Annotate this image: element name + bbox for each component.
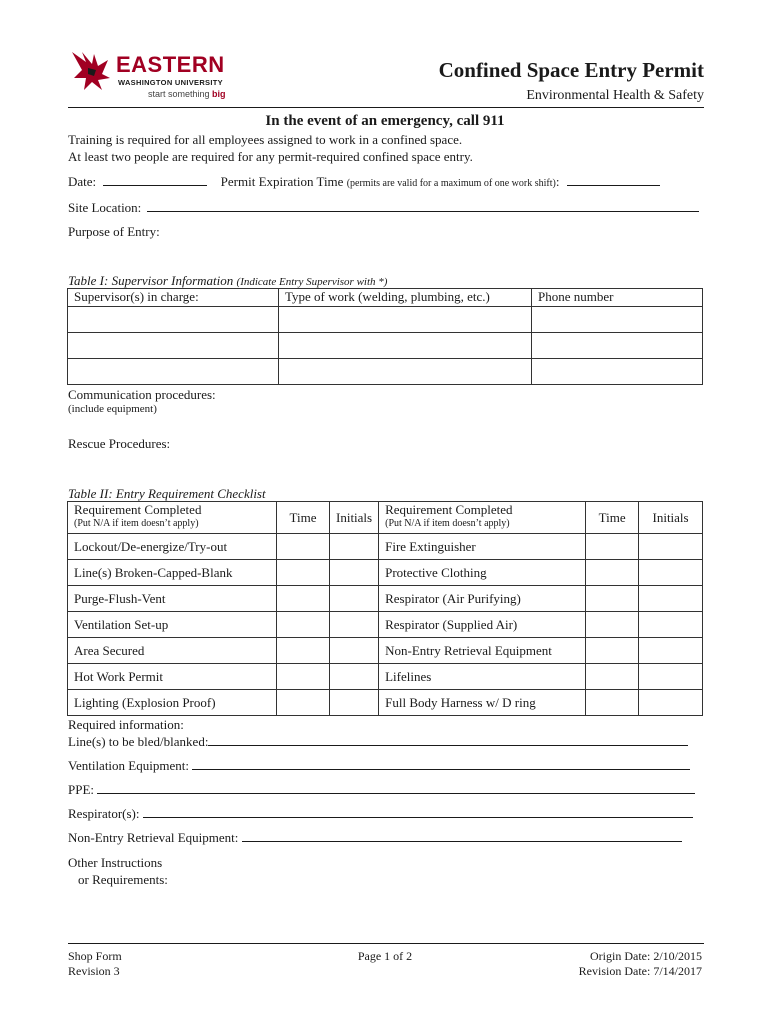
communication-note: (include equipment) xyxy=(68,403,157,415)
eastern-logo xyxy=(68,44,233,104)
footer-revision-date: Revision Date: 7/14/2017 xyxy=(578,964,702,978)
date-field[interactable] xyxy=(103,184,207,186)
time-header-left: Time xyxy=(277,502,330,534)
work-type-header: Type of work (welding, plumbing, etc.) xyxy=(279,289,532,307)
ppe-label: PPE: xyxy=(68,782,95,797)
table1-note: (Indicate Entry Supervisor with *) xyxy=(236,276,388,288)
table-row xyxy=(68,638,703,664)
right-item: Respirator (Supplied Air) xyxy=(379,612,586,638)
table-row xyxy=(68,534,703,560)
supervisor-header: Supervisor(s) in charge: xyxy=(68,289,279,307)
purpose-label: Purpose of Entry: xyxy=(68,224,160,239)
other-instructions-line-2: or Requirements: xyxy=(78,872,168,887)
supervisor-cell[interactable] xyxy=(68,333,279,359)
emergency-notice: In the event of an emergency, call 911 xyxy=(265,113,505,129)
initials-cell[interactable] xyxy=(639,638,703,664)
ventilation-row xyxy=(68,758,690,774)
table-row xyxy=(68,560,703,586)
header-rule xyxy=(68,107,704,108)
time-cell[interactable] xyxy=(586,560,639,586)
initials-cell[interactable] xyxy=(330,612,379,638)
time-cell[interactable] xyxy=(277,560,330,586)
left-item: Lockout/De-energize/Try-out xyxy=(68,534,277,560)
time-cell[interactable] xyxy=(586,586,639,612)
phone-cell[interactable] xyxy=(532,307,703,333)
left-item: Hot Work Permit xyxy=(68,664,277,690)
logo-name: EASTERN xyxy=(116,52,225,77)
footer-form: Shop Form xyxy=(68,949,122,963)
right-item: Protective Clothing xyxy=(379,560,586,586)
expiration-label: Permit Expiration Time xyxy=(220,174,344,189)
expiration-field[interactable] xyxy=(567,184,660,186)
right-item: Lifelines xyxy=(379,664,586,690)
table1-caption xyxy=(68,273,387,289)
table-row xyxy=(68,690,703,716)
logo-university: WASHINGTON UNIVERSITY xyxy=(118,78,223,87)
phone-cell[interactable] xyxy=(532,359,703,385)
ventilation-label: Ventilation Equipment: xyxy=(68,758,189,773)
left-item: Ventilation Set-up xyxy=(68,612,277,638)
time-cell[interactable] xyxy=(586,534,639,560)
initials-cell[interactable] xyxy=(330,690,379,716)
work-type-cell[interactable] xyxy=(279,307,532,333)
footer-page: Page 1 of 2 xyxy=(357,949,413,963)
communication-label: Communication procedures: xyxy=(68,387,216,402)
ppe-row xyxy=(68,782,695,798)
right-item: Fire Extinguisher xyxy=(379,534,586,560)
intro-line-1: Training is required for all employees assigned to work in a confined space. xyxy=(68,132,463,147)
req-header-left-title: Requirement Completed xyxy=(74,502,202,517)
time-cell[interactable] xyxy=(277,534,330,560)
right-item: Full Body Harness w/ D ring xyxy=(379,690,586,716)
work-type-cell[interactable] xyxy=(279,333,532,359)
req-header-right xyxy=(379,502,586,534)
time-cell[interactable] xyxy=(586,690,639,716)
site-row xyxy=(68,200,699,216)
supervisor-cell[interactable] xyxy=(68,307,279,333)
ventilation-field[interactable] xyxy=(192,768,690,770)
initials-header-left: Initials xyxy=(330,502,379,534)
retrieval-field[interactable] xyxy=(242,840,682,842)
left-item: Lighting (Explosion Proof) xyxy=(68,690,277,716)
respirators-label: Respirator(s): xyxy=(68,806,140,821)
tagline-bold: big xyxy=(212,89,226,99)
ppe-field[interactable] xyxy=(97,792,695,794)
table-row xyxy=(68,333,703,359)
lines-bled-label: Line(s) to be bled/blanked: xyxy=(68,734,209,749)
logo-tagline xyxy=(148,89,226,99)
time-cell[interactable] xyxy=(586,638,639,664)
initials-cell[interactable] xyxy=(330,560,379,586)
initials-cell[interactable] xyxy=(330,586,379,612)
left-item: Purge-Flush-Vent xyxy=(68,586,277,612)
work-type-cell[interactable] xyxy=(279,359,532,385)
phone-header: Phone number xyxy=(532,289,703,307)
department: Environmental Health & Safety xyxy=(526,88,704,103)
expiration-colon: : xyxy=(555,174,560,189)
right-item: Respirator (Air Purifying) xyxy=(379,586,586,612)
footer-rule xyxy=(68,943,704,944)
phone-cell[interactable] xyxy=(532,333,703,359)
table-row xyxy=(68,664,703,690)
retrieval-row xyxy=(68,830,682,846)
rescue-label: Rescue Procedures: xyxy=(68,436,171,451)
checklist-table xyxy=(67,501,703,716)
time-header-right: Time xyxy=(586,502,639,534)
respirators-row xyxy=(68,806,693,822)
req-header-left-note: (Put N/A if item doesn’t apply) xyxy=(74,518,199,529)
initials-cell[interactable] xyxy=(639,560,703,586)
initials-header-right: Initials xyxy=(639,502,703,534)
req-header-right-title: Requirement Completed xyxy=(385,502,513,517)
retrieval-label: Non-Entry Retrieval Equipment: xyxy=(68,830,239,845)
req-header-right-note: (Put N/A if item doesn’t apply) xyxy=(385,518,510,529)
right-item: Non-Entry Retrieval Equipment xyxy=(379,638,586,664)
intro-line-2: At least two people are required for any permit-required confined space entry. xyxy=(68,149,473,164)
lines-bled-row xyxy=(68,734,688,750)
supervisor-cell[interactable] xyxy=(68,359,279,385)
req-header-left xyxy=(68,502,277,534)
table2-caption: Table II: Entry Requirement Checklist xyxy=(68,486,266,501)
initials-cell[interactable] xyxy=(639,586,703,612)
respirators-field[interactable] xyxy=(143,816,693,818)
lines-bled-field[interactable] xyxy=(208,744,688,746)
page-title: Confined Space Entry Permit xyxy=(438,58,704,82)
table-row xyxy=(68,359,703,385)
initials-cell[interactable] xyxy=(639,534,703,560)
initials-cell[interactable] xyxy=(639,612,703,638)
date-row xyxy=(68,174,660,190)
initials-cell[interactable] xyxy=(330,638,379,664)
time-cell[interactable] xyxy=(277,638,330,664)
table-row xyxy=(68,586,703,612)
site-label: Site Location: xyxy=(68,200,142,215)
time-cell[interactable] xyxy=(277,690,330,716)
left-item: Area Secured xyxy=(68,638,277,664)
table-row xyxy=(68,612,703,638)
tagline-prefix: start something xyxy=(148,89,213,99)
time-cell[interactable] xyxy=(586,612,639,638)
initials-cell[interactable] xyxy=(639,664,703,690)
table-row xyxy=(68,307,703,333)
time-cell[interactable] xyxy=(277,612,330,638)
time-cell[interactable] xyxy=(277,586,330,612)
date-label: Date: xyxy=(68,174,97,189)
expiration-note: (permits are valid for a maximum of one work shift) xyxy=(346,178,556,189)
time-cell[interactable] xyxy=(277,664,330,690)
time-cell[interactable] xyxy=(586,664,639,690)
footer-origin-date: Origin Date: 2/10/2015 xyxy=(590,949,702,963)
other-instructions-line-1: Other Instructions xyxy=(68,855,163,870)
site-field[interactable] xyxy=(147,210,699,212)
table1-title: Table I: Supervisor Information xyxy=(68,273,234,288)
required-heading: Required information: xyxy=(68,717,184,732)
initials-cell[interactable] xyxy=(330,534,379,560)
supervisor-table xyxy=(67,288,703,385)
eagle-icon xyxy=(68,48,114,94)
initials-cell[interactable] xyxy=(639,690,703,716)
footer-revision: Revision 3 xyxy=(68,964,120,978)
left-item: Line(s) Broken-Capped-Blank xyxy=(68,560,277,586)
initials-cell[interactable] xyxy=(330,664,379,690)
